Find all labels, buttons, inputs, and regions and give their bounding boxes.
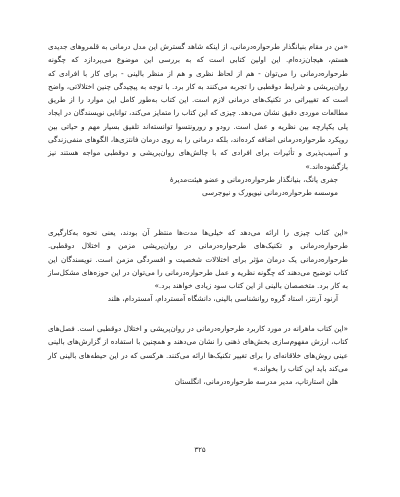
quote-attribution-line: موسسه طرحواره‌درمانی نیویورک و نیوجرسی: [201, 188, 338, 198]
endorsement-quote-1: [48, 40, 348, 200]
endorsement-quote-2: [48, 226, 348, 306]
page-number: ۳۲۵: [194, 446, 206, 454]
quote-attribution-line: هلن استارتاپ، مدیر مدرسه طرحواره‌درمانی، انگلستان: [174, 377, 338, 387]
quote-body: «این کتاب چیزی را ارائه می‌دهد که خیلی‌ها مدت‌ها منتظر آن بودند، یعنی نحوه به‌کارگیری طرحواره‌درمانی و تکنیک‌های طرحواره‌درمانی در روان‌پریشی مزمن و اختلال دوقطبی. طرحواره‌درمانی یک درمان مؤثر برای اختلالات شخصیت و افسردگی مزمن است. نویسندگان این کتاب توضیح می‌دهند که چگونه نظریه و عمل طرحواره‌درمانی را می‌توان در این حوزه‌های مشکل‌ساز به کار برد. متخصصان بالینی از این کتاب سود زیادی خواهند برد.»: [48, 228, 348, 291]
quote-attribution-line: آرنود آرنتز، استاد گروه روانشناسی بالینی، دانشگاه آمستردام، آمستردام، هلند: [107, 294, 338, 304]
quote-body: «این کتاب ماهرانه در مورد کاربرد طرحواره‌درمانی در روان‌پریشی و اختلال دوقطبی است. فصل‌های کتاب، ارزش مفهوم‌سازی بخش‌های ذهنی را نشان می‌دهند و همچنین با استفاده از گزارش‌های بالینی عینی روش‌های خلاقانه‌ای را برای تغییر تکنیک‌ها ارائه می‌کنند. هرکسی که در این حیطه‌های بالینی کار می‌کند باید این کتاب را بخواند.»: [48, 324, 348, 373]
endorsement-quote-3: [48, 322, 348, 388]
quote-attribution-line: جفری یانگ، بنیانگذار طرحواره‌درمانی و عضو هیئت‌مدیرهٔ: [169, 174, 338, 184]
quote-body: «من در مقام بنیانگذار طرحواره‌درمانی، از اینکه شاهد گسترش این مدل درمانی به قلمروهای جدیدی هستم، هیجان‌زده‌ام. این اولین کتابی است که به بررسی این موضوع می‌پردازد که چگونه طرحواره‌درمانی را می‌توان - هم از لحاظ نظری و هم از منظر بالینی - برای کار با افرادی که روان‌پریشی و شرایط دوقطبی را تجربه می‌کنند به کار برد. با توجه به پیچیدگی چنین اختلالاتی، واضح است که تغییراتی در تکنیک‌های درمانی لازم است. این کتاب به‌طور کامل این موارد را از طریق مطالعات موردی دقیق نشان می‌دهد. چیزی که این کتاب را متمایز می‌کند، توانایی نویسندگان در ایجاد پلی یکپارچه بین نظریه و عمل است. رودو و رورونتسوا توانسته‌اند تلفیق بسیار مهم و حیاتی بین رویکرد طرحواره‌درمانی اضافه کرده‌اند، بلکه درمانی را به روی درمان فانتزی‌ها، الگوهای منفی‌زندگی و آسیب‌پذیری و تأثیرات برای افرادی که با چالش‌های روان‌پریشی و دوقطبی مواجه هستند نیز بازگشوده‌اند.»: [48, 42, 348, 171]
